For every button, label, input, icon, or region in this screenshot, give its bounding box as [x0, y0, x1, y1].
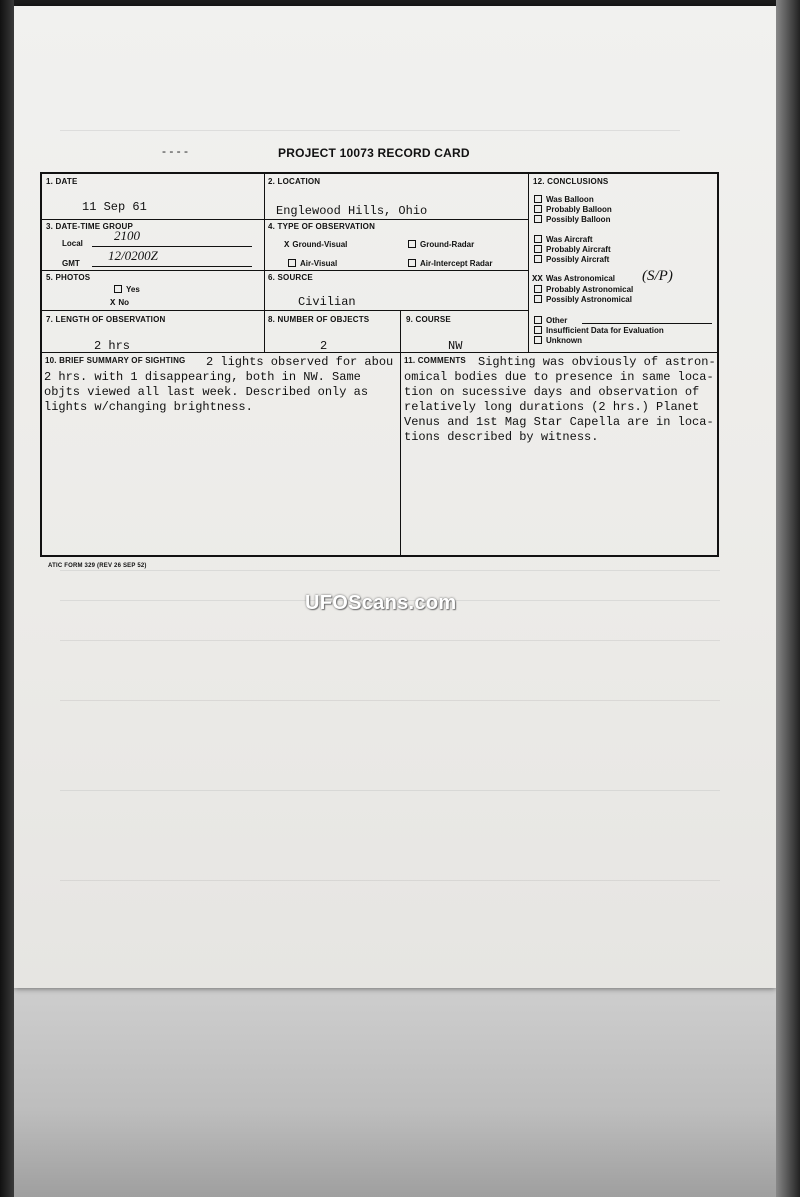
type-ground-visual: X Ground-Visual [284, 240, 348, 250]
watermark: UFOScans.com [305, 592, 457, 614]
objects-value: 2 [320, 339, 328, 353]
scan-edge-left [0, 0, 14, 1197]
checked-box-icon: XX [532, 274, 543, 284]
summary-line: objts viewed all last week. Described only as [44, 385, 369, 399]
checked-box-icon: X [110, 298, 116, 308]
date-label: 1. DATE [46, 177, 78, 186]
type-air-visual: Air-Visual [288, 259, 337, 268]
checkbox-icon [534, 255, 542, 263]
observation-type-label: 4. TYPE OF OBSERVATION [268, 222, 376, 231]
length-label: 7. LENGTH OF OBSERVATION [46, 315, 166, 324]
scan-edge-right [776, 0, 800, 1197]
checkbox-icon [534, 295, 542, 303]
conclusion-was-astronomical: XX Was Astronomical [532, 274, 616, 284]
length-value: 2 hrs [94, 339, 131, 353]
source-label: 6. SOURCE [268, 273, 313, 282]
comments-line: tions described by witness. [404, 430, 599, 444]
background-sheet [0, 980, 800, 1197]
photos-label: 5. PHOTOS [46, 273, 91, 282]
conclusion-probably-aircraft: Probably Aircraft [534, 245, 611, 254]
conclusion-was-aircraft: Was Aircraft [534, 235, 593, 244]
checkbox-icon [534, 326, 542, 334]
checkbox-icon [534, 235, 542, 243]
dtg-label: 3. DATE-TIME GROUP [46, 222, 134, 231]
conclusion-other: Other [534, 316, 567, 325]
checkbox-icon [534, 316, 542, 324]
conclusion-insufficient-data: Insufficient Data for Evaluation [534, 326, 664, 335]
conclusion-possibly-balloon: Possibly Balloon [534, 215, 610, 224]
comments-line: Sighting was obviously of astron- [478, 355, 716, 369]
checkbox-icon [534, 285, 542, 293]
comments-line: tion on sucessive days and observation of [404, 385, 700, 399]
type-ground-radar: Ground-Radar [408, 240, 474, 249]
date-value: 11 Sep 61 [82, 200, 147, 214]
checkbox-icon [534, 205, 542, 213]
header-marks: - - - - [162, 144, 188, 158]
summary-line: lights w/changing brightness. [44, 400, 253, 414]
comments-line: relatively long durations (2 hrs.) Planet [404, 400, 700, 414]
checkbox-icon [534, 215, 542, 223]
conclusion-probably-astronomical: Probably Astronomical [534, 285, 633, 294]
local-label: Local [62, 239, 83, 248]
form-id: ATIC FORM 329 (REV 26 SEP 52) [48, 563, 147, 569]
summary-line: 2 lights observed for abou [206, 355, 394, 369]
photos-no: X No [110, 298, 130, 308]
checkbox-icon [408, 259, 416, 267]
checkbox-icon [534, 245, 542, 253]
conclusion-possibly-astronomical: Possibly Astronomical [534, 295, 632, 304]
course-label: 9. COURSE [406, 315, 451, 324]
photos-yes: Yes [114, 285, 140, 294]
checkbox-icon [114, 285, 122, 293]
conclusion-probably-balloon: Probably Balloon [534, 205, 612, 214]
checked-box-icon: X [284, 240, 290, 250]
checkbox-icon [534, 336, 542, 344]
source-value: Civilian [298, 295, 356, 309]
comments-line: omical bodies due to presence in same loca- [404, 370, 714, 384]
comments-line: Venus and 1st Mag Star Capella are in loca- [404, 415, 714, 429]
gmt-label: GMT [62, 259, 80, 268]
summary-line: 2 hrs. with 1 disappearing, both in NW. Same [44, 370, 361, 384]
course-value: NW [448, 339, 463, 353]
conclusion-was-balloon: Was Balloon [534, 195, 594, 204]
checkbox-icon [408, 240, 416, 248]
conclusion-unknown: Unknown [534, 336, 582, 345]
objects-label: 8. NUMBER OF OBJECTS [268, 315, 370, 324]
checkbox-icon [534, 195, 542, 203]
checkbox-icon [288, 259, 296, 267]
conclusions-label: 12. CONCLUSIONS [533, 177, 609, 186]
local-time-value: 2100 [114, 228, 140, 243]
conclusion-possibly-aircraft: Possibly Aircraft [534, 255, 609, 264]
summary-label: 10. BRIEF SUMMARY OF SIGHTING [45, 356, 186, 365]
record-card [40, 172, 719, 557]
gmt-time-value: 12/0200Z [108, 248, 158, 263]
handwritten-note: (S/P) [642, 268, 673, 284]
comments-label: 11. COMMENTS [404, 356, 466, 365]
type-air-intercept-radar: Air-Intercept Radar [408, 259, 492, 268]
location-value: Englewood Hills, Ohio [276, 204, 428, 218]
location-label: 2. LOCATION [268, 177, 321, 186]
card-title: PROJECT 10073 RECORD CARD [278, 146, 470, 160]
